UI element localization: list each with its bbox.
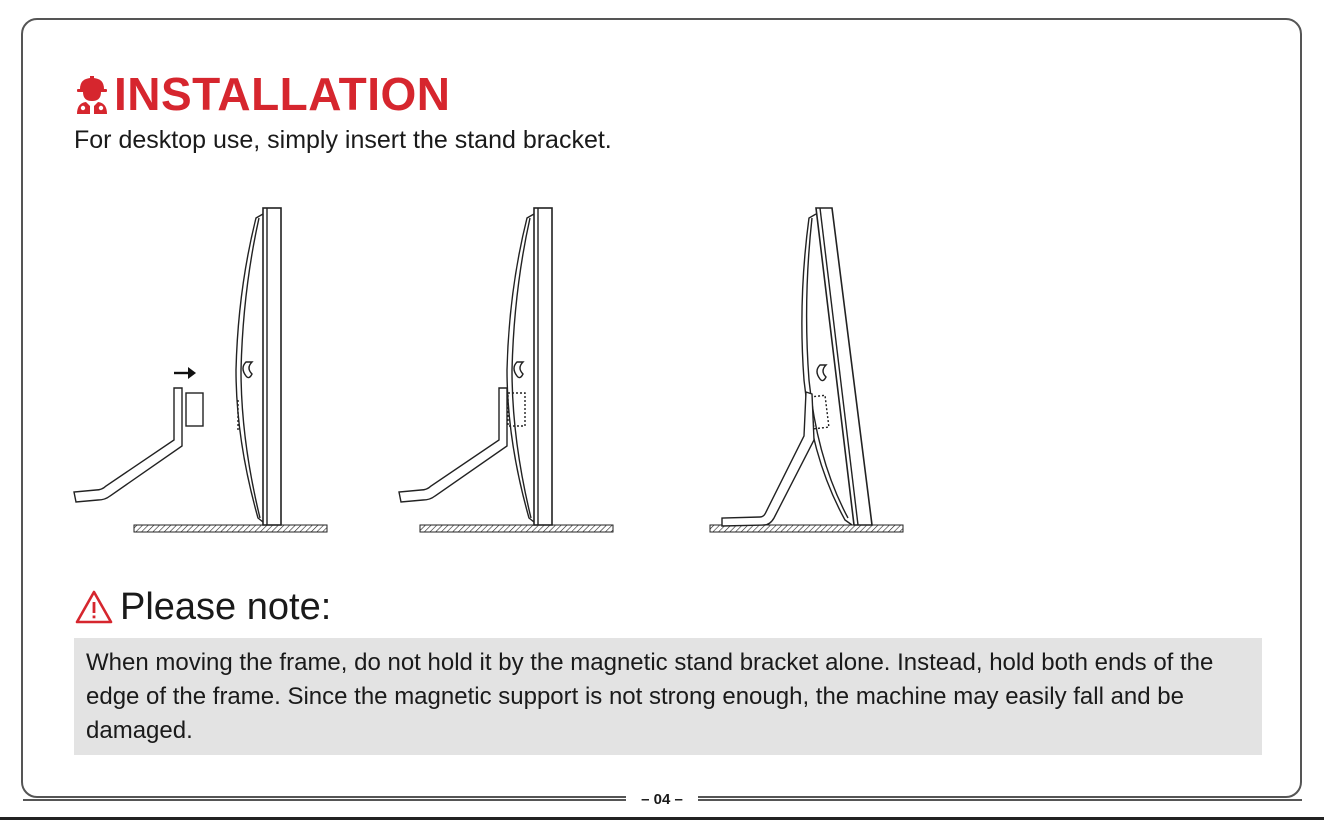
note-box: When moving the frame, do not hold it by the magnetic stand bracket alone. Instead, hold both ends of the edge of the frame. Since the magnetic support is not strong enough, the machine may easily fall and be damaged. (74, 638, 1262, 755)
insert-arrow-icon (174, 367, 196, 379)
section-header (74, 68, 450, 120)
warning-triangle-icon (74, 589, 114, 625)
footer-line-right (698, 799, 1302, 801)
step-3-illustration (710, 208, 903, 532)
worker-icon (74, 74, 110, 114)
step-2-illustration (399, 208, 613, 532)
footer-line-left (23, 799, 626, 801)
page-footer (0, 788, 1324, 812)
step-1-illustration (74, 208, 327, 532)
page-title: INSTALLATION (114, 68, 451, 120)
installation-diagram (60, 200, 960, 545)
page-number: – 04 – (626, 788, 698, 812)
page-subtitle: For desktop use, simply insert the stand bracket. (74, 126, 612, 154)
note-header (74, 584, 331, 630)
note-title: Please note: (120, 586, 332, 628)
